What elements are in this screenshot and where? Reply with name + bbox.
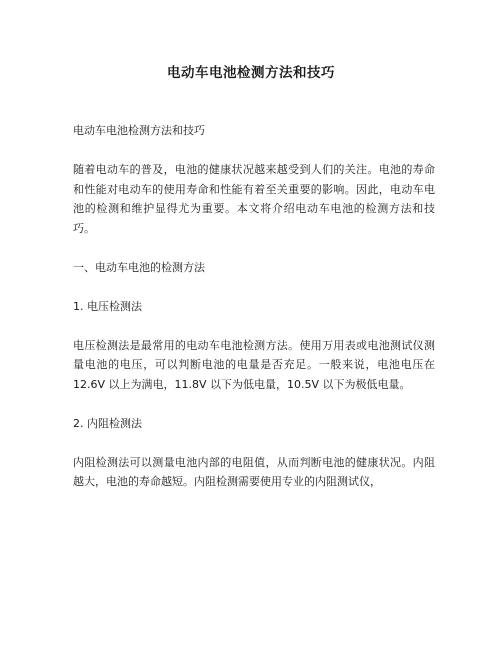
method2-paragraph: 内阻检测法可以测量电池内部的电阻值，从而判断电池的健康状况。内阻越大，电池的寿命越短。内阻检测需要使用专业的内阻测试仪， <box>73 455 435 488</box>
method1-paragraph: 电压检测法是最常用的电动车电池检测方法。使用万用表或电池测试仪测量电池的电压，可以判断电池的电量是否充足。一般来说，电池电压在 12.6V 以上为满电，11.8V 以下为低电量，10.5V 以下为极低电量。 <box>73 338 435 391</box>
section-heading: 一、电动车电池的检测方法 <box>73 260 205 274</box>
method2-heading: 2. 内阻检测法 <box>73 416 142 430</box>
subtitle-paragraph: 电动车电池检测方法和技巧 <box>73 124 205 137</box>
intro-paragraph: 随着电动车的普及，电池的健康状况越来越受到人们的关注。电池的寿命和性能对电动车的使用寿命和性能有着至关重要的影响。因此，电动车电池的检测和维护显得尤为重要。本文将介绍电动车电池的检测方法和技巧。 <box>73 163 435 235</box>
document-title: 电动车电池检测方法和技巧 <box>167 65 335 81</box>
document-body <box>73 121 435 511</box>
method1-heading: 1. 电压检测法 <box>73 299 142 313</box>
